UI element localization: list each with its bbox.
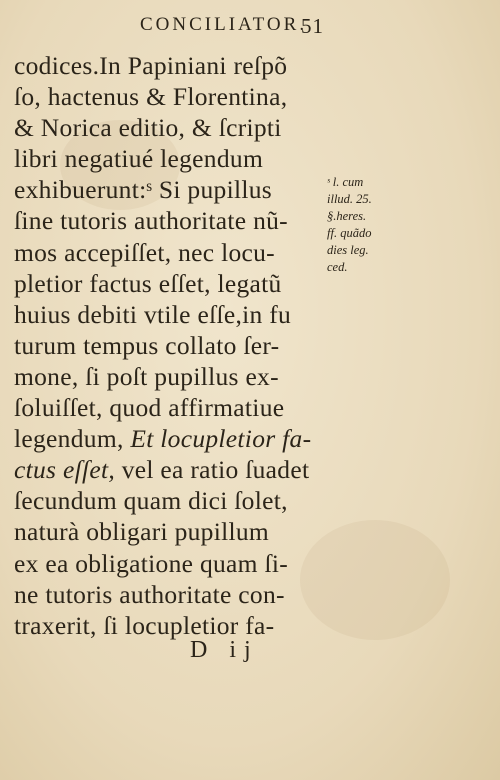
text-line: codices.In Papiniani reſpõ bbox=[14, 51, 288, 80]
page-number: 51 bbox=[301, 14, 324, 38]
text-line: ſine tutoris authoritate nũ- bbox=[14, 206, 288, 236]
margin-note-line: ced. bbox=[327, 260, 348, 274]
margin-note-line: illud. 25. bbox=[327, 192, 372, 206]
margin-note-line: §.heres. bbox=[327, 209, 367, 223]
text-line: ſecundum quam dici ſolet, bbox=[14, 486, 288, 516]
text-line-with-italic bbox=[14, 423, 334, 454]
italic-phrase: ctus eſſet, bbox=[14, 455, 116, 485]
text-line: naturà obligari pupillum bbox=[14, 517, 270, 547]
margin-note-line: dies leg. bbox=[327, 243, 369, 257]
text-line: libri negatiué legendum bbox=[14, 144, 264, 174]
text-line: mos accepiſſet, nec locu- bbox=[14, 237, 275, 267]
running-title: CONCILIATOR. bbox=[140, 14, 308, 35]
text-line: ex ea obligatione quam ſi- bbox=[14, 548, 289, 578]
text-line: ſo, hactenus & Florentina, bbox=[14, 82, 288, 112]
text-line: traxerit, ſi locupletior fa- bbox=[14, 610, 275, 640]
text-line: exhibuerunt:ˢ Si pupillus bbox=[14, 175, 272, 205]
signature-mark: D ij bbox=[190, 637, 259, 663]
text-line: ſoluiſſet, quod affirmatiue bbox=[14, 393, 285, 423]
text-line: ne tutoris authoritate con- bbox=[14, 579, 285, 609]
italic-phrase: Et locupletior fa- bbox=[130, 424, 312, 454]
text-line-with-italic bbox=[14, 454, 334, 485]
margin-note-line: ˢ l. cum bbox=[327, 175, 364, 189]
text-line: huius debiti vtile eſſe,in fu bbox=[14, 299, 292, 329]
text-segment: legendum, bbox=[14, 424, 124, 454]
body-text bbox=[14, 50, 334, 641]
margin-note-line: ff. quãdo bbox=[327, 226, 372, 240]
text-line: & Norica editio, & ſcripti bbox=[14, 113, 282, 143]
text-line: pletior factus eſſet, legatũ bbox=[14, 268, 282, 298]
text-line: mone, ſi poſt pupillus ex- bbox=[14, 361, 279, 391]
marginal-note bbox=[327, 174, 397, 276]
text-segment: vel ea ratio ſuadet bbox=[115, 455, 310, 485]
text-line: turum tempus collato ſer- bbox=[14, 330, 280, 360]
